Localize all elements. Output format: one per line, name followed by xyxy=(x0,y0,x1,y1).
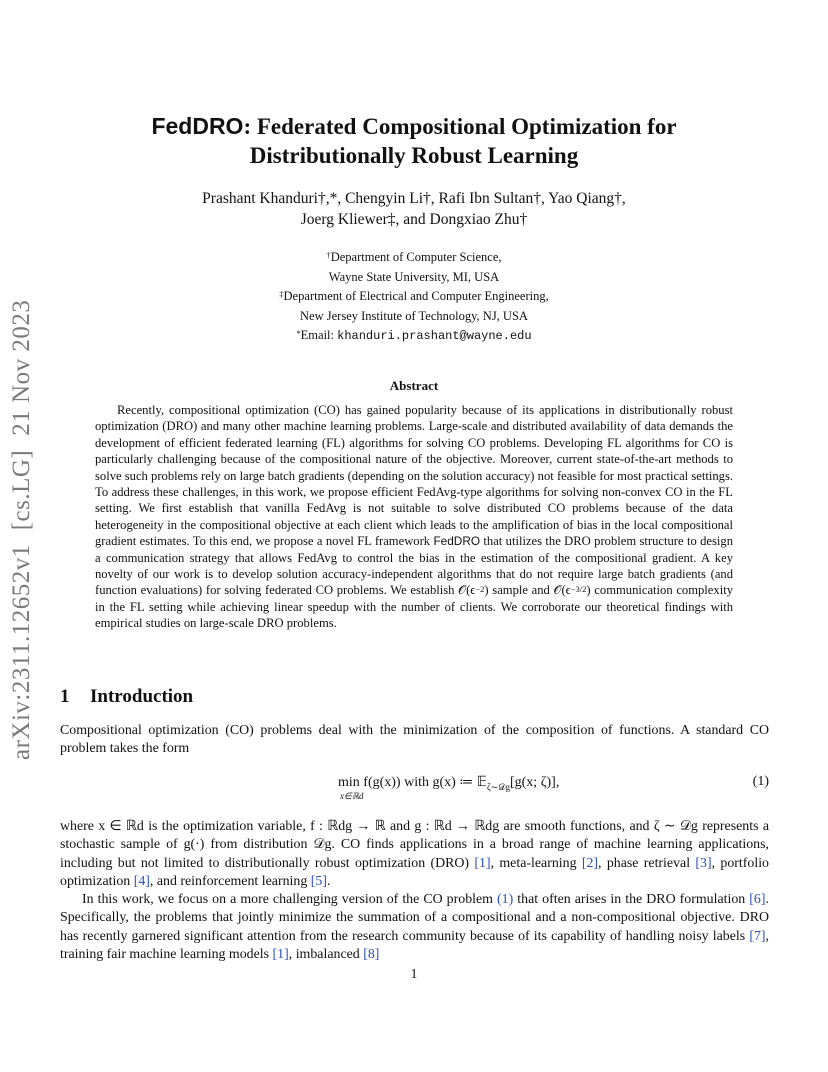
email-label: Email: xyxy=(300,328,334,342)
arxiv-category: [cs.LG] xyxy=(8,449,35,531)
affiliation-univ2: New Jersey Institute of Technology, NJ, USA xyxy=(300,308,528,323)
equation-number: (1) xyxy=(752,774,769,789)
paper-title xyxy=(60,112,768,170)
title-line1: : Federated Compositional Optimization for xyxy=(243,114,677,139)
citation-link[interactable]: [1] xyxy=(272,946,289,962)
citation-link[interactable]: [5] xyxy=(310,873,327,889)
affiliations: †Department of Computer Science, Wayne State University, MI, USA ‡Department of Electrical and Computer Engineering, New Jersey Institute of Technology, NJ, USA *Email: khanduri.prashant@wayne.edu xyxy=(279,250,549,343)
affiliation-univ1: Wayne State University, MI, USA xyxy=(328,269,500,284)
citation-link[interactable]: [2] xyxy=(581,855,599,871)
authors-line1: Prashant Khanduri†,*, Chengyin Li†, Rafi Ibn Sultan†, Yao Qiang†, xyxy=(202,190,626,207)
email-address[interactable]: khanduri.prashant@wayne.edu xyxy=(337,329,532,343)
framework-name: FedDRO xyxy=(433,534,481,549)
title-line2: Distributionally Robust Learning xyxy=(249,143,579,168)
section-number: 1 xyxy=(60,686,70,707)
citation-link[interactable]: [6] xyxy=(749,892,766,907)
author-list xyxy=(60,188,768,230)
citation-link[interactable]: [1] xyxy=(474,855,491,871)
page-number: 1 xyxy=(410,966,418,981)
equation-reference-link[interactable]: (1) xyxy=(497,892,514,907)
citation-link[interactable]: [3] xyxy=(695,855,712,871)
intro-paragraph-1: Compositional optimization (CO) problems deal with the minimization of the composition of functions. A standard CO problem takes the form xyxy=(60,723,769,757)
arxiv-id: arXiv:2311.12652v1 xyxy=(8,544,35,760)
equation-body: min f(g(x)) with g(x) ≔ 𝔼$_{\zeta\sim 𝒟g}$[g(x; ζ)], xyxy=(338,775,560,792)
citation-link[interactable]: [4] xyxy=(133,873,150,889)
section-title: Introduction xyxy=(90,686,194,707)
citation-link[interactable]: [8] xyxy=(363,946,380,962)
abstract-heading: Abstract xyxy=(389,378,439,393)
arxiv-date: 21 Nov 2023 xyxy=(8,299,35,436)
arxiv-stamp xyxy=(8,260,48,760)
affiliation-dept1: Department of Computer Science, xyxy=(330,250,502,264)
authors-line2: Joerg Kliewer‡, and Dongxiao Zhu† xyxy=(300,211,528,228)
title-acronym: FedDRO xyxy=(151,113,244,139)
affiliation-dept2: Department of Electrical and Computer Engineering, xyxy=(283,289,549,303)
abstract-text: Recently, compositional optimization (CO) has gained popularity because of its applications in distributionally robust optimization (DRO) and many other machine learning problems. Large-scale and distributed availability of data demands the development of efficient federated learning (FL) algorithms for solving CO problems. Developing FL algorithms for CO is particularly challenging because of the compositional nature of the objective. Moreover, current state-of-the-art methods to solve such problems rely on large batch gradients (depending on the solution accuracy) not feasible for most practical settings. To address these challenges, in this work, we propose efficient FedAvg-type algorithms for solving non-convex CO in the FL setting. We first establish that vanilla FedAvg is not suitable to solve distributed CO problems because of the data heterogeneity in the compositional objective at each client which leads to the amplification of bias in the local compositional gradient estimates. To this end, we propose a novel FL framework FedDRO that utilizes the DRO problem structure to design a communication strategy that allows FedAvg to control the bias in the estimation of the compositional gradient. A key novelty of our work is to develop solution accuracy-independent algorithms that do not require large batch gradients (and function evaluations) for solving federated CO problems. We establish $𝒪(\epsilon^{-2})$ sample and $𝒪(\epsilon^{-3/2})$ communication complexity in the FL setting while achieving linear speedup with the number of clients. We corroborate our theoretical findings with empirical studies on large-scale DRO problems. xyxy=(95,403,733,631)
intro-paragraph-2: where x ∈ ℝd is the optimization variable, f : ℝdg → ℝ and g : ℝd → ℝdg are smooth functions, and ζ ∼ 𝒟g represents a stochastic sample of g(·) from distribution 𝒟g. CO finds applications in a broad range of machine learning applications, including but not limited to distributionally robust optimization (DRO) [1], meta-learning [2], phase retrieval [3], portfolio optimization [4], and reinforcement learning [5]. xyxy=(60,819,769,889)
citation-link[interactable]: [7] xyxy=(749,928,766,944)
equation-1 xyxy=(60,770,769,806)
section-heading xyxy=(60,686,193,708)
equation-under: x∈ℝd xyxy=(340,791,364,801)
intro-paragraph-3: In this work, we focus on a more challenging version of the CO problem (1) that often arises in the DRO formulation [6]. Specifically, the problems that jointly minimize the summation of a compositional and a non-compositional objective. DRO has recently garnered significant attention from the research community because of its capability of handling noisy labels [7], training fair machine learning models [1], imbalanced [8] xyxy=(60,892,769,962)
